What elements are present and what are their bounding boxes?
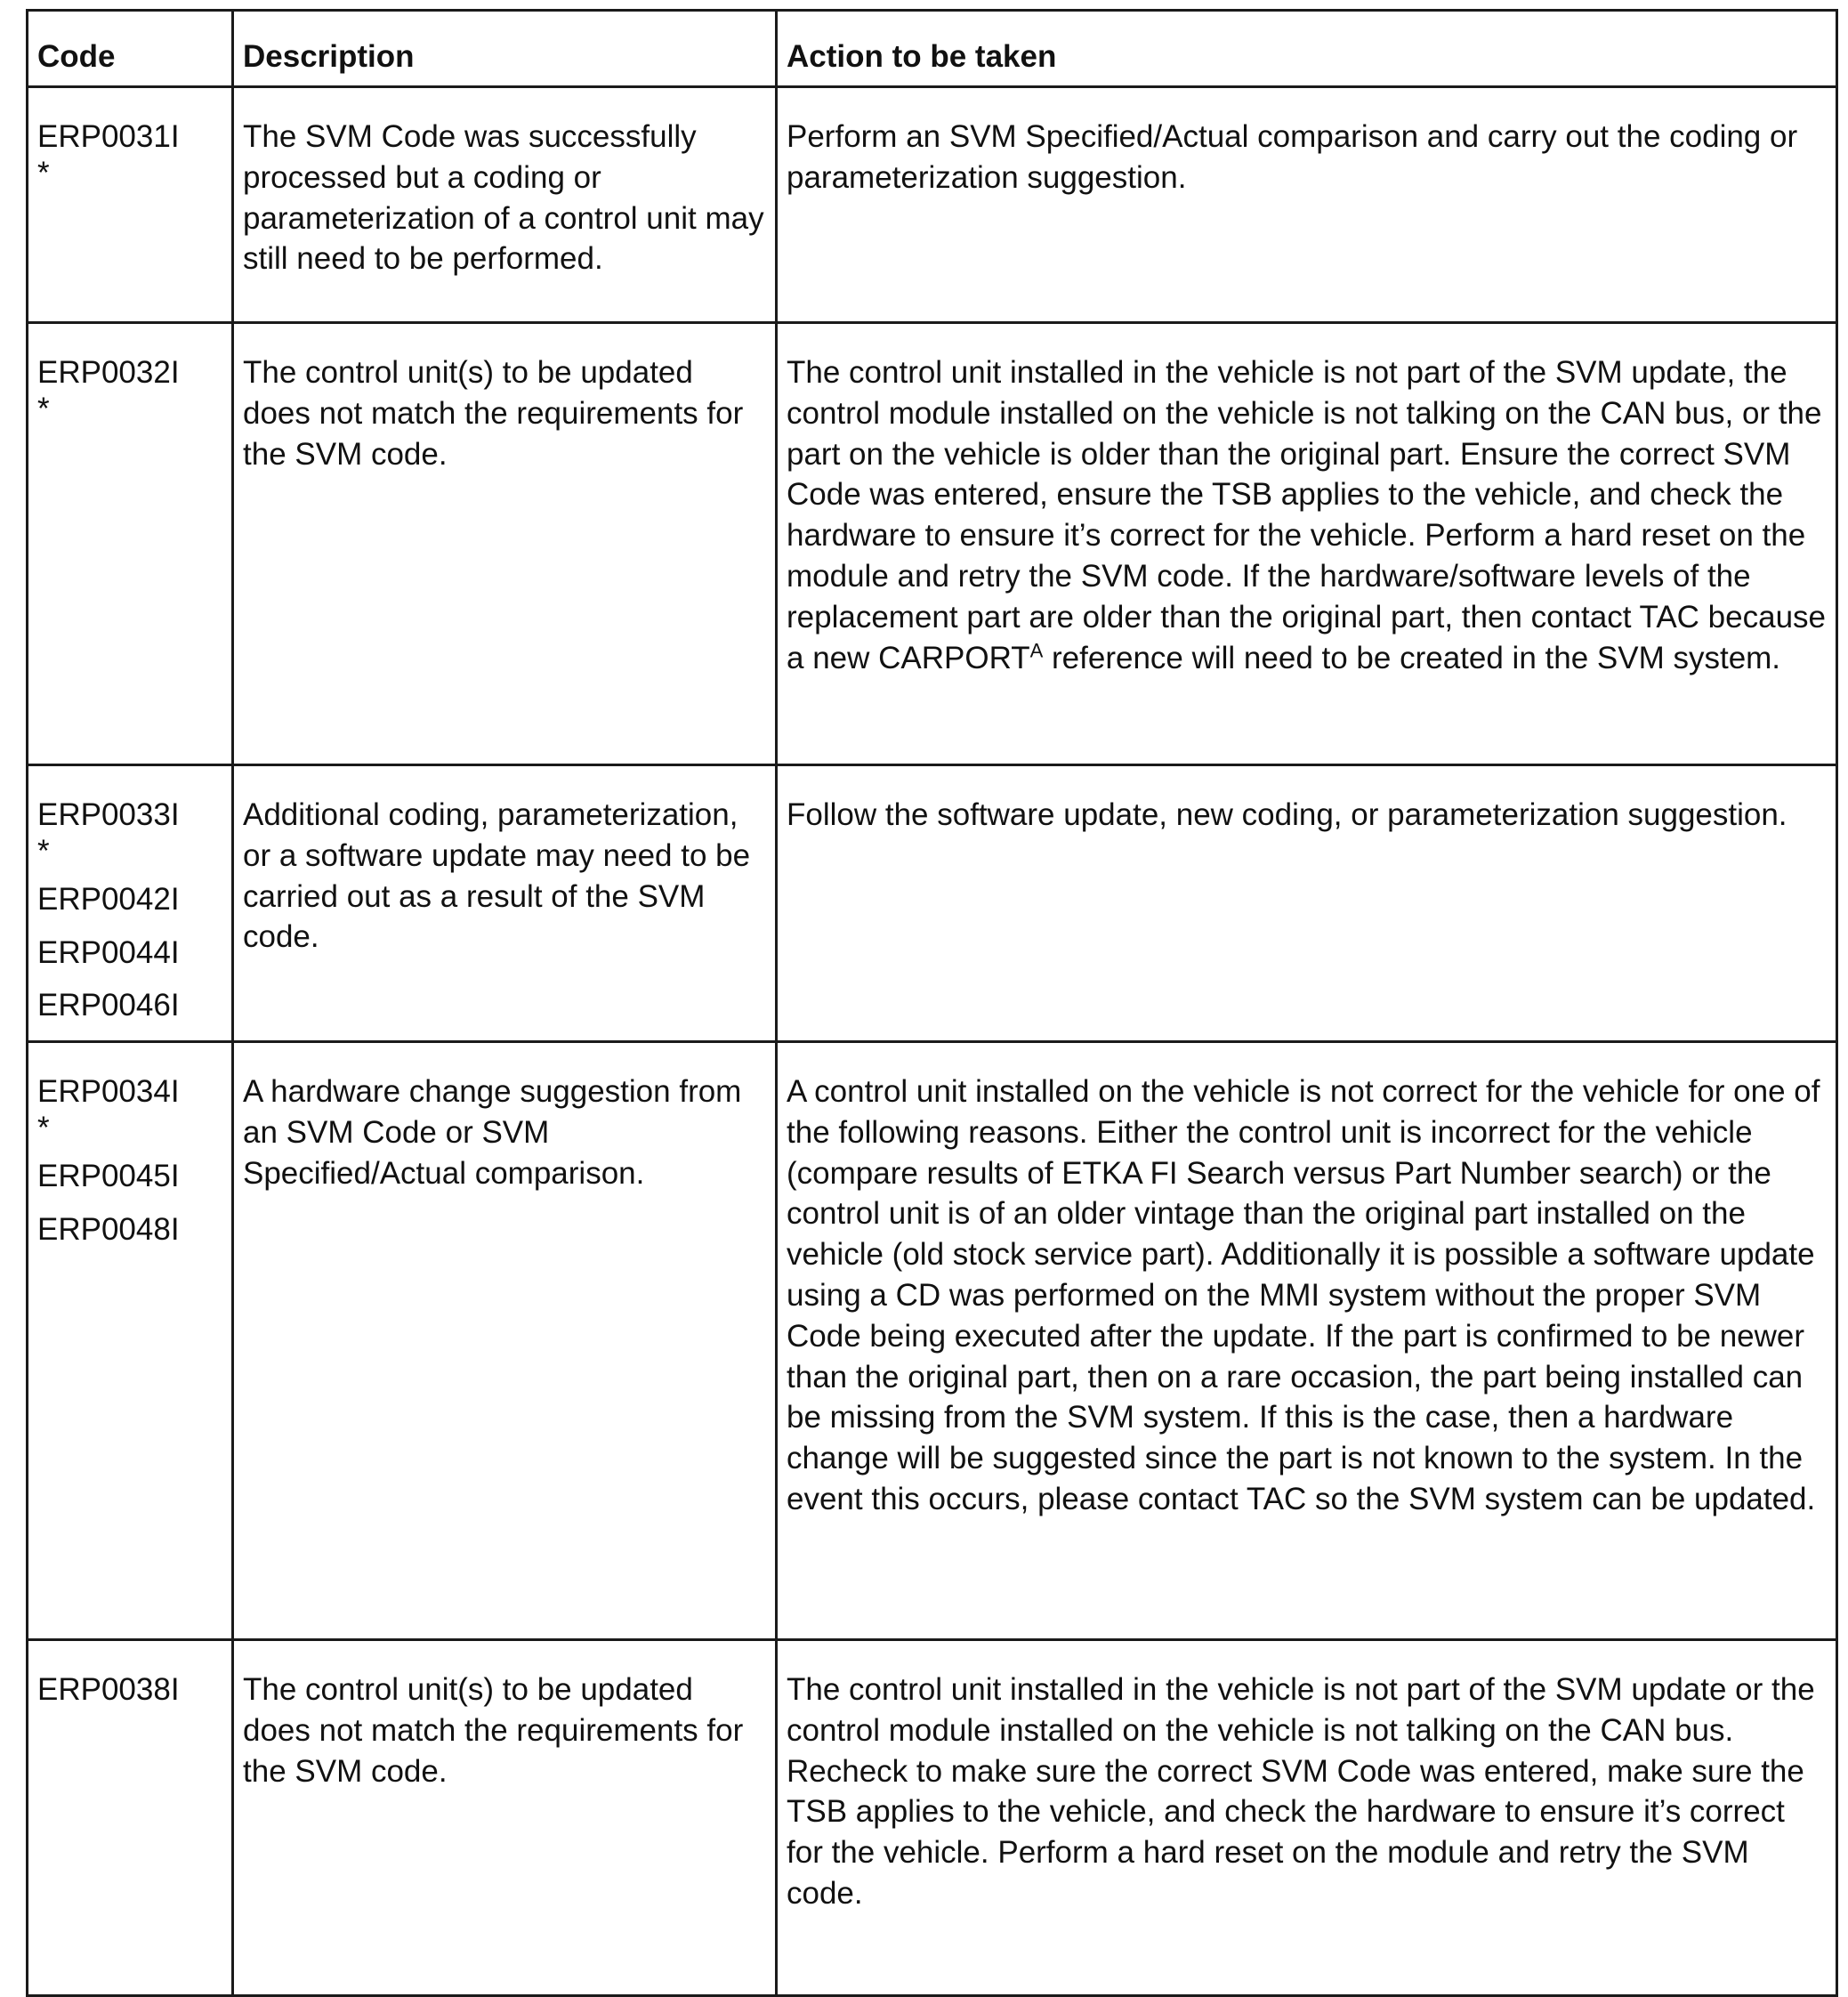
error-code: ERP0038I (37, 1672, 180, 1707)
error-code: ERP0045I (37, 1158, 180, 1193)
error-code: ERP0033I (37, 797, 180, 832)
code-cell (28, 765, 233, 1042)
description-cell: A hardware change suggestion from an SVM Code or SVM Specified/Actual comparison. (233, 1042, 777, 1640)
error-code: ERP0044I (37, 934, 180, 970)
code-cell (28, 1042, 233, 1640)
description-cell: The control unit(s) to be updated does not match the requirements for the SVM code. (233, 1640, 777, 1996)
error-code: ERP0042I (37, 881, 180, 917)
error-code: ERP0034I (37, 1074, 180, 1109)
action-cell: A control unit installed on the vehicle is not correct for the vehicle for one of the following reasons. Either the control unit is incorrect for the vehicle (compare results of ETKA FI Search versus Part Number search) or the control unit is of an older vintage than the original part installed on the vehicle (old stock service part). Additionally it is possible a software update using a CD was performed on the MMI system without the proper SVM Code being executed after the update. If the part is confirmed to be newer than the original part, then on a rare occasion, the part being installed can be missing from the SVM system. If this is the case, then a hardware change will be suggested since the part is not known to the system. In the event this occurs, please contact TAC so the SVM system can be updated. (777, 1042, 1837, 1640)
table-row (28, 765, 1837, 1042)
code-asterisk: * (37, 391, 50, 426)
error-code: ERP0046I (37, 988, 180, 1023)
code-cell (28, 1640, 233, 1996)
code-cell (28, 323, 233, 765)
table-row (28, 1640, 1837, 1996)
header-code: Code (28, 11, 233, 87)
table-row (28, 87, 1837, 323)
description-cell: Additional coding, parameterization, or a software update may need to be carried out as a result of the SVM code. (233, 765, 777, 1042)
action-text-continued: reference will need to be created in the SVM system. (1043, 640, 1781, 675)
table-row (28, 1042, 1837, 1640)
action-cell (777, 323, 1837, 765)
header-description: Description (233, 11, 777, 87)
description-cell: The SVM Code was successfully processed but a coding or parameterization of a control unit may still need to be performed. (233, 87, 777, 323)
table-row (28, 323, 1837, 765)
action-cell: Follow the software update, new coding, or parameterization suggestion. (777, 765, 1837, 1042)
action-cell: Perform an SVM Specified/Actual comparison and carry out the coding or parameterization suggestion. (777, 87, 1837, 323)
superscript-mark: A (1029, 638, 1044, 661)
error-code-table (26, 9, 1838, 1997)
action-text: The control unit installed in the vehicle is not part of the SVM update, the control module installed on the vehicle is not talking on the CAN bus, or the part on the vehicle is older than the original part. Ensure the correct SVM Code was entered, ensure the TSB applies to the vehicle, and check the hardware to ensure it’s correct for the vehicle. Perform a hard reset on the module and retry the SVM code. If the hardware/software levels of the replacement part are older than the original part, then contact TAC because a new CARPORT (787, 355, 1827, 675)
code-asterisk: * (37, 155, 50, 190)
error-code: ERP0032I (37, 355, 180, 390)
code-cell (28, 87, 233, 323)
action-cell: The control unit installed in the vehicle is not part of the SVM update or the control module installed on the vehicle is not talking on the CAN bus. Recheck to make sure the correct SVM Code was entered, make sure the TSB applies to the vehicle, and check the hardware to ensure it’s correct for the vehicle. Perform a hard reset on the module and retry the SVM code. (777, 1640, 1837, 1996)
code-asterisk: * (37, 1110, 50, 1145)
table-header-row (28, 11, 1837, 87)
description-cell: The control unit(s) to be updated does not match the requirements for the SVM code. (233, 323, 777, 765)
error-code: ERP0048I (37, 1211, 180, 1247)
header-action: Action to be taken (777, 11, 1837, 87)
error-code: ERP0031I (37, 119, 180, 154)
code-asterisk: * (37, 833, 50, 869)
